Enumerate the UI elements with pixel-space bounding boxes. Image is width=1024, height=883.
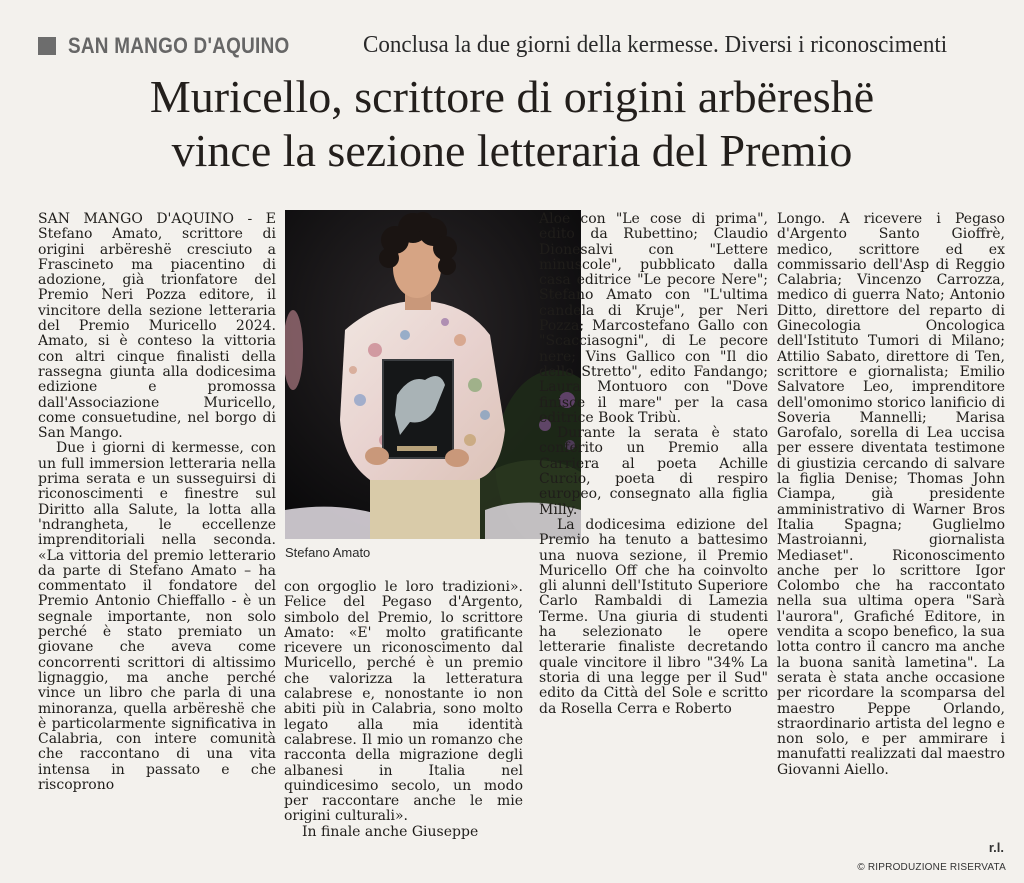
paragraph: La dodicesima edizione del Premio ha tenuto a battesimo una nuova sezione, il Premio Muricello Off che ha coinvolto gli alunni dell'Istituto Superiore Carlo Rambaldi di Lamezia Terme. Una giuria di studenti ha selezionato le opere letterarie finaliste decretando quale vincitore il libro "34% La storia di una legge per il Sud" edito da Città del Sole e scritto da Rosella Cerra e Roberto xyxy=(539,516,768,717)
headline-line-1: Muricello, scrittore di origini arbëreshë xyxy=(149,71,875,122)
article-column-1 xyxy=(38,212,276,880)
article-column-3 xyxy=(539,212,768,880)
kicker xyxy=(38,32,1008,62)
headline xyxy=(0,70,1024,178)
article-column-2 xyxy=(284,580,523,880)
paragraph: Durante la serata è stato conferito un Premio alla Carriera al poeta Achille Curcio, poeta di respiro europeo, consegnato alla figlia Milly. xyxy=(539,425,768,518)
paragraph: SAN MANGO D'AQUINO - È Stefano Amato, scrittore di origini arbëreshë cresciuto a Frascineto ma piacentino di adozione, già trionfatore del Premio Neri Pozza editore, il vincitore della sezione letteraria del Premio Muricello 2024. Amato, si è conteso la vittoria con altri cinque finalisti della rassegna giunta alla dodicesima edizione e promossa dall'Associazione Muricello, come consuetudine, nel borgo di San Mango. xyxy=(38,212,276,442)
kicker-subtitle: Conclusa la due giorni della kermesse. Diversi i riconoscimenti xyxy=(363,32,948,58)
top-cutoff-strip xyxy=(0,0,1024,10)
paragraph: con orgoglio le loro tradizioni». Felice del Pegaso d'Argento, simbolo del Premio, lo scrittore Amato: «E' molto gratificante ricevere un riconoscimento dal Muricello, perché è un premio che valorizza la letteratura calabrese e, nonostante io non abiti più in Calabria, sono molto legato alla mia identità calabrese. Il mio un romanzo che racconta della migrazione degli albanesi in Italia nel quindicesimo secolo, un modo per raccontare anche le mie origini culturali». xyxy=(284,580,523,825)
paragraph: Due i giorni di kermesse, con un full immersion letteraria nella prima serata e un susseguirsi di riconoscimenti e finestre sul Diritto alla Salute, la lotta alla 'ndrangheta, le eccellenze imprenditoriali nella seconda. «La vittoria del premio letterario da parte di Stefano Amato – ha commentato il fondatore del Premio Antonio Chieffallo - è un segnale importante, non solo perché è stato premiato un giovane che aveva come concorrenti scrittori di altissimo lignaggio, ma anche perché vince un libro che parla di una minoranza, quella arbëreshë che è particolarmente significativa in Calabria, con intere comunità che raccontano di una vita intensa in passato e che riscoprono xyxy=(38,440,276,793)
author-initials: r.l. xyxy=(988,840,1004,855)
copyright-notice: © RIPRODUZIONE RISERVATA xyxy=(857,862,1006,873)
headline-line-2: vince la sezione letteraria del Premio xyxy=(171,125,853,176)
article-photo xyxy=(285,210,581,539)
kicker-place: SAN MANGO D'AQUINO xyxy=(68,33,290,58)
paragraph: Longo. A ricevere i Pegaso d'Argento Santo Gioffrè, medico, scrittore ed ex commissario dell'Asp di Reggio Calabria; Vincenzo Carrozza, medico di guerra Nato; Antonio Ditto, direttore del reparto di Ginecologia Oncologica dell'Istituto Tumori di Milano; Attilio Sabato, direttore di Ten, scrittore e giornalista; Emilio Salvatore Leo, imprenditore dell'omonimo storico lanificio di Soveria Mannelli; Marisa Garofalo, sorella di Lea uccisa per essere diventata testimone di giustizia cercando di salvare la figlia Denise; Thomas John Ciampa, già presidente amministrativo di Warner Bros Italia Spagna; Guglielmo Mastroianni, giornalista Mediaset". Riconoscimento anche per lo scrittore Igor Colombo che ha raccontato nella sua ultima opera "Sarà l'aurora", Grafiché Editore, in vendita a scopo benefico, la sua lotta contro il cancro ma anche la buona sanità lametina". La serata è stata anche occasione per ricordare la scomparsa del maestro Peppe Orlando, straordinario artista del legno e non solo, e per ammirare i manufatti realizzati dal maestro Giovanni Aiello. xyxy=(777,212,1005,778)
photo-illustration xyxy=(285,210,581,539)
paragraph: Aloe con "Le cose di prima", edito da Rubettino; Claudio Dionesalvi con "Lettere minuscole", pubblicato dalla casa editrice "Le pecore Nere"; Stefano Amato con "L'ultima candela di Kruje", per Neri Pozza; Marcostefano Gallo con "Scacciasogni", di Le pecore nere; Vins Gallico con "Il dio dello Stretto", edito Fandango; Laura Montuoro con "Dove finisce il mare" per la casa editrice Book Tribù. xyxy=(539,212,768,426)
photo-caption: Stefano Amato xyxy=(285,545,371,560)
kicker-square-marker xyxy=(38,37,56,55)
article-column-4 xyxy=(777,212,1005,852)
paragraph: In finale anche Giuseppe xyxy=(302,823,479,840)
